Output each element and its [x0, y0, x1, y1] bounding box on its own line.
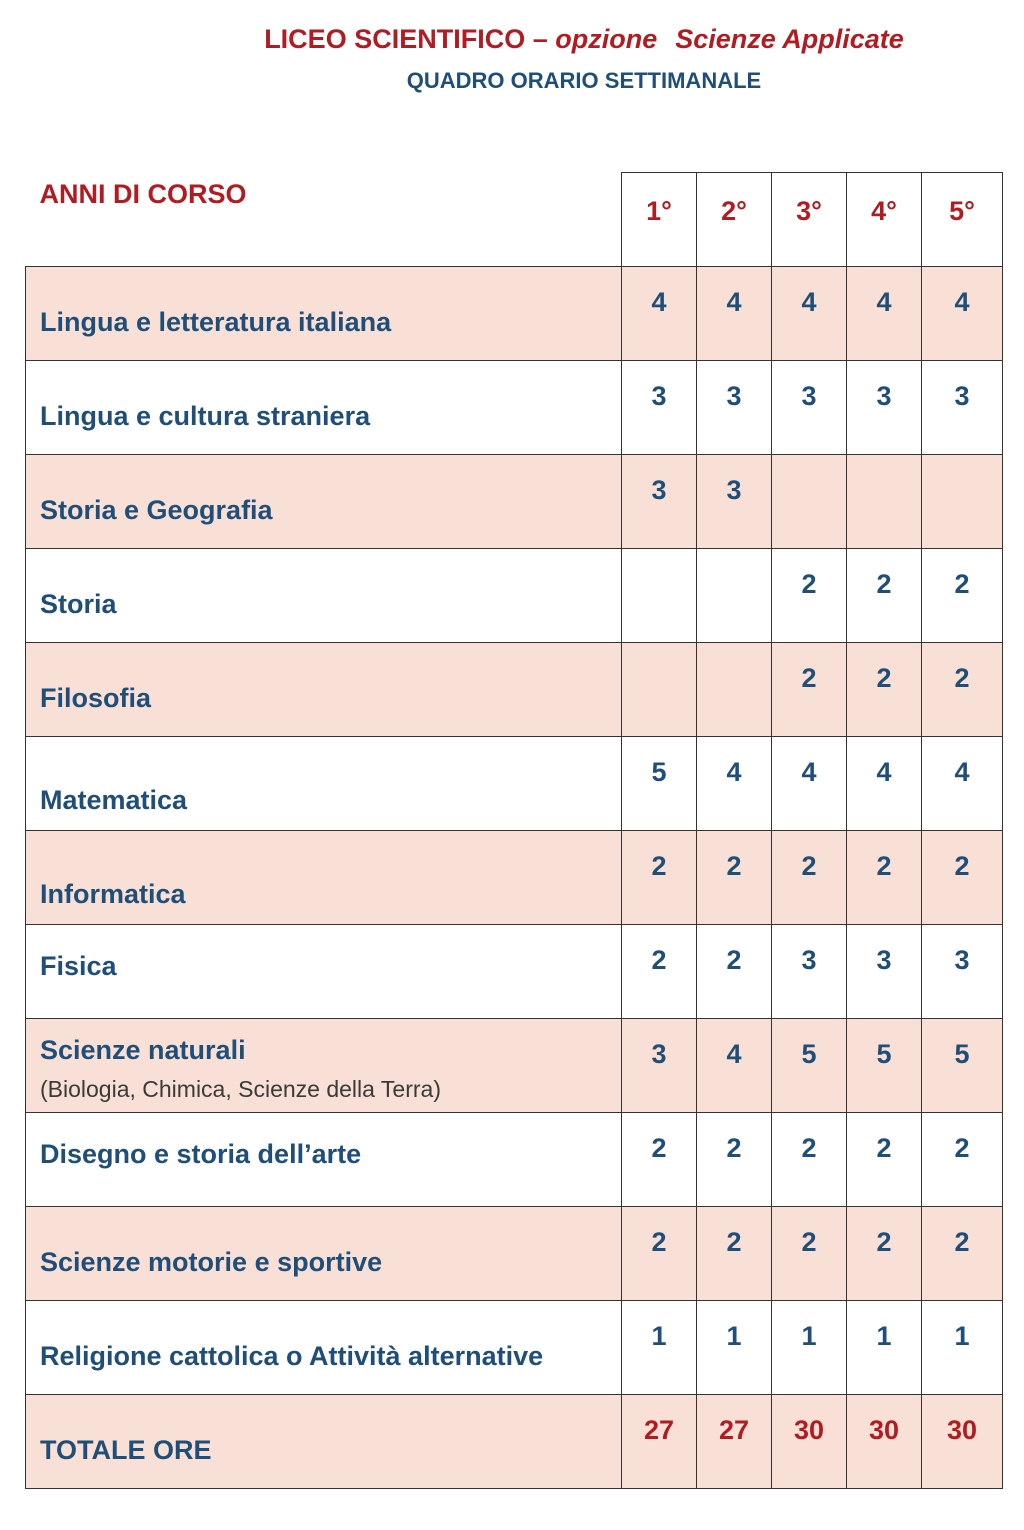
- subject-cell: [26, 549, 622, 643]
- table-row: [26, 925, 1003, 1019]
- hours-cell: [697, 549, 772, 643]
- hours-cell: 2: [772, 831, 847, 925]
- subject-cell: [26, 455, 622, 549]
- subject-cell: [26, 361, 622, 455]
- hours-cell: 1: [622, 1301, 697, 1395]
- subject-label: Filosofia: [40, 683, 152, 713]
- table-row: [26, 831, 1003, 925]
- hours-cell: 4: [697, 1019, 772, 1113]
- page-subtitle: QUADRO ORARIO SETTIMANALE: [406, 68, 762, 93]
- table-row: [26, 361, 1003, 455]
- hours-cell: 5: [622, 737, 697, 831]
- hours-cell: 3: [697, 455, 772, 549]
- hours-cell: 3: [772, 925, 847, 1019]
- hours-cell: [622, 643, 697, 737]
- hours-cell: 3: [922, 925, 1003, 1019]
- subject-label: Fisica: [40, 951, 117, 981]
- hours-cell: 2: [622, 831, 697, 925]
- hours-cell: 3: [847, 361, 922, 455]
- subject-label: Informatica: [40, 879, 186, 909]
- years-heading: ANNI DI CORSO: [39, 178, 247, 209]
- total-hours-cell: 30: [772, 1395, 847, 1489]
- hours-cell: 4: [697, 737, 772, 831]
- hours-cell: 2: [847, 643, 922, 737]
- year-header-3: 3°: [772, 173, 847, 267]
- hours-cell: 2: [697, 925, 772, 1019]
- hours-cell: 5: [922, 1019, 1003, 1113]
- total-hours-cell: 30: [847, 1395, 922, 1489]
- hours-cell: 2: [622, 1113, 697, 1207]
- hours-cell: 3: [622, 361, 697, 455]
- timetable: [25, 172, 1003, 1489]
- subject-label: Scienze motorie e sportive: [40, 1247, 383, 1277]
- hours-cell: 2: [697, 1207, 772, 1301]
- subject-label: Matematica: [40, 785, 188, 815]
- subject-label: Storia e Geografia: [40, 495, 273, 525]
- hours-cell: [922, 455, 1003, 549]
- hours-cell: 2: [622, 1207, 697, 1301]
- hours-cell: 3: [847, 925, 922, 1019]
- table-row: [26, 1113, 1003, 1207]
- hours-cell: 2: [772, 549, 847, 643]
- hours-cell: 5: [847, 1019, 922, 1113]
- hours-cell: [847, 455, 922, 549]
- year-header-1: 1°: [622, 173, 697, 267]
- subject-label: Storia: [40, 589, 117, 619]
- subject-cell: [26, 267, 622, 361]
- hours-cell: 2: [697, 1113, 772, 1207]
- subject-cell: [26, 1019, 622, 1113]
- hours-cell: [622, 549, 697, 643]
- hours-cell: 4: [847, 267, 922, 361]
- hours-cell: 2: [922, 1113, 1003, 1207]
- hours-cell: 4: [922, 737, 1003, 831]
- hours-cell: 2: [622, 925, 697, 1019]
- table-row: [26, 549, 1003, 643]
- hours-cell: 4: [697, 267, 772, 361]
- hours-cell: 2: [847, 1207, 922, 1301]
- subject-cell: [26, 1207, 622, 1301]
- school-name: LICEO SCIENTIFICO –: [264, 24, 548, 54]
- total-row: [26, 1395, 1003, 1489]
- hours-cell: [697, 643, 772, 737]
- hours-cell: 4: [922, 267, 1003, 361]
- year-header-4: 4°: [847, 173, 922, 267]
- hours-cell: 3: [772, 361, 847, 455]
- corner-cell: [26, 173, 622, 267]
- subject-label: Lingua e cultura straniera: [40, 401, 371, 431]
- hours-cell: [772, 455, 847, 549]
- subject-label: Scienze naturali: [40, 1035, 246, 1065]
- hours-cell: 4: [772, 737, 847, 831]
- subject-note: (Biologia, Chimica, Scienze della Terra): [40, 1076, 441, 1102]
- hours-cell: 1: [697, 1301, 772, 1395]
- total-hours-cell: 27: [622, 1395, 697, 1489]
- hours-cell: 2: [772, 1113, 847, 1207]
- hours-cell: 2: [772, 1207, 847, 1301]
- hours-cell: 2: [922, 549, 1003, 643]
- hours-cell: 3: [697, 361, 772, 455]
- hours-cell: 2: [697, 831, 772, 925]
- hours-cell: 2: [922, 1207, 1003, 1301]
- subject-cell: [26, 643, 622, 737]
- page-title: [0, 24, 1024, 55]
- total-hours-cell: 30: [922, 1395, 1003, 1489]
- subject-cell: [26, 925, 622, 1019]
- hours-cell: 5: [772, 1019, 847, 1113]
- hours-cell: 2: [772, 643, 847, 737]
- hours-cell: 1: [772, 1301, 847, 1395]
- subject-label: Disegno e storia dell’arte: [40, 1139, 362, 1169]
- table-row: [26, 1301, 1003, 1395]
- hours-cell: 2: [847, 1113, 922, 1207]
- hours-cell: 1: [922, 1301, 1003, 1395]
- table-row: [26, 643, 1003, 737]
- subject-cell: [26, 831, 622, 925]
- program-name: Scienze Applicate: [675, 24, 904, 54]
- subject-cell: [26, 1113, 622, 1207]
- hours-cell: 3: [622, 1019, 697, 1113]
- table-row: [26, 737, 1003, 831]
- subject-label: Religione cattolica o Attività alternative: [40, 1341, 544, 1371]
- subject-cell: [26, 1301, 622, 1395]
- year-header-2: 2°: [697, 173, 772, 267]
- total-label-cell: [26, 1395, 622, 1489]
- subject-label: Lingua e letteratura italiana: [40, 307, 392, 337]
- total-label: TOTALE ORE: [40, 1435, 212, 1465]
- hours-cell: 2: [922, 643, 1003, 737]
- hours-cell: 2: [847, 831, 922, 925]
- year-header-5: 5°: [922, 173, 1003, 267]
- hours-cell: 3: [622, 455, 697, 549]
- table-row: [26, 1019, 1003, 1113]
- hours-cell: 4: [772, 267, 847, 361]
- table-row: [26, 267, 1003, 361]
- total-hours-cell: 27: [697, 1395, 772, 1489]
- hours-cell: 2: [922, 831, 1003, 925]
- hours-cell: 1: [847, 1301, 922, 1395]
- hours-cell: 4: [847, 737, 922, 831]
- hours-cell: 2: [847, 549, 922, 643]
- table-row: [26, 1207, 1003, 1301]
- option-label: opzione: [555, 24, 658, 54]
- hours-cell: 4: [622, 267, 697, 361]
- header-row: [26, 173, 1003, 267]
- subject-cell: [26, 737, 622, 831]
- table-row: [26, 455, 1003, 549]
- hours-cell: 3: [922, 361, 1003, 455]
